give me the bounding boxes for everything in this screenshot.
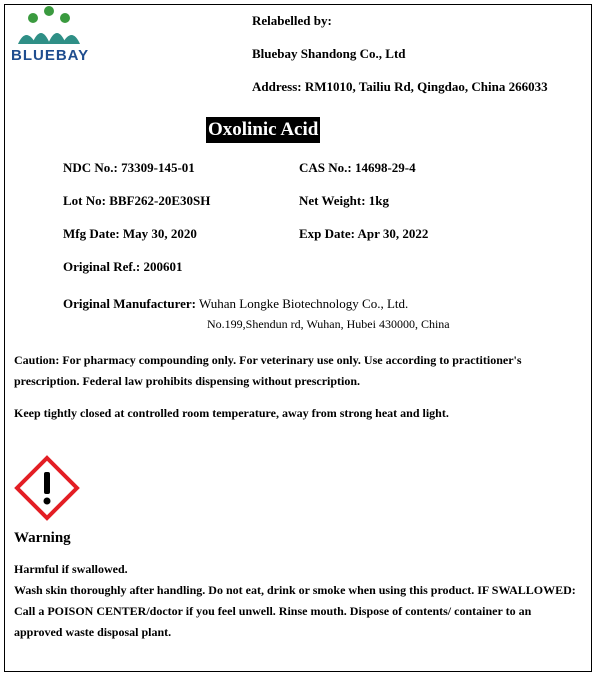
manufacturer-line bbox=[63, 296, 408, 312]
hazard-statement: approved waste disposal plant. bbox=[14, 625, 172, 639]
mfg-date: Mfg Date: May 30, 2020 bbox=[63, 226, 197, 241]
relabeller-company: Bluebay Shandong Co., Ltd bbox=[252, 46, 406, 61]
product-name: Oxolinic Acid bbox=[206, 117, 320, 143]
logo-mark-icon bbox=[10, 4, 90, 50]
hazard-statements bbox=[14, 559, 584, 643]
manufacturer-address: No.199,Shendun rd, Wuhan, Hubei 430000, China bbox=[207, 317, 450, 331]
original-ref: Original Ref.: 200601 bbox=[63, 259, 183, 274]
hazard-statement: Wash skin thoroughly after handling. Do not eat, drink or smoke when using this product. IF SWALLOWED: bbox=[14, 583, 576, 597]
caution-line-1: Caution: For pharmacy compounding only. For veterinary use only. Use according to practitioner's bbox=[14, 353, 522, 367]
manufacturer-label: Original Manufacturer: bbox=[63, 296, 196, 311]
storage-instructions: Keep tightly closed at controlled room temperature, away from strong heat and light. bbox=[14, 406, 449, 420]
signal-word: Warning bbox=[14, 530, 71, 546]
relabelled-by-label: Relabelled by: bbox=[252, 13, 332, 28]
cas-number: CAS No.: 14698-29-4 bbox=[299, 160, 416, 175]
relabeller-address: Address: RM1010, Tailiu Rd, Qingdao, China 266033 bbox=[252, 79, 548, 94]
hazard-statement: Harmful if swallowed. bbox=[14, 562, 128, 576]
logo-text: BLUEBAY bbox=[11, 47, 90, 64]
lot-number: Lot No: BBF262-20E30SH bbox=[63, 193, 211, 208]
exp-date: Exp Date: Apr 30, 2022 bbox=[299, 226, 429, 241]
caution-text bbox=[14, 350, 584, 392]
net-weight: Net Weight: 1kg bbox=[299, 193, 390, 208]
ndc-number: NDC No.: 73309-145-01 bbox=[63, 160, 195, 175]
hazard-statement: Call a POISON CENTER/doctor if you feel unwell. Rinse mouth. Dispose of contents/ container to an bbox=[14, 604, 532, 618]
ghs-exclamation-mark-icon bbox=[14, 455, 80, 521]
manufacturer-name: Wuhan Longke Biotechnology Co., Ltd. bbox=[199, 296, 409, 311]
caution-line-2: prescription. Federal law prohibits dispensing without prescription. bbox=[14, 374, 361, 388]
